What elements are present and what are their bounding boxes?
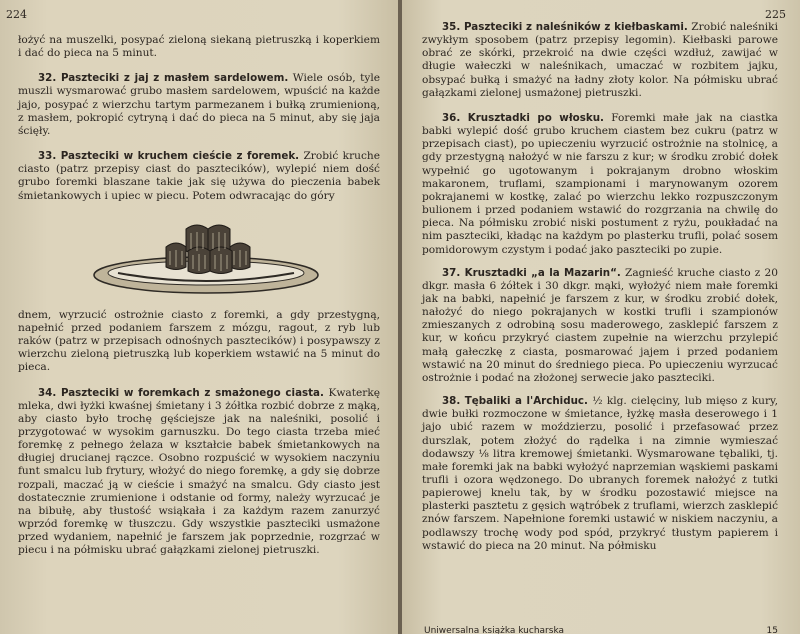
recipe-33-title: 33. Paszteciki w kruchem cieście z foremek.: [38, 150, 300, 163]
recipe-33-continued: dnem, wyrzucić ostrożnie ciasto z foremki, a gdy przestygną, napełnić przed podaniem farszem z mózgu, ragout, z ryb lub raków (patrz w przepisach odnośnych pasztecików) i posypawszy z wierzchu zieloną pietruszką lub koperkiem wstawić na 5 minut do pieca.: [18, 308, 380, 374]
footer-signature: 15: [766, 626, 778, 634]
recipe-34-text: Kwaterkę mleka, dwi łyżki kwaśnej śmietany i 3 żółtka rozbić dobrze z mąką, aby ciasto było trochę gęściejsze jak na naleśniki, posolić i przygotować w wysokim garnuszku. Do tego ciasta trzeba mieć foremkę z pełnego żelaza w kształcie babek śmietankowych na długiej drucianej rączce. Osobno rozpuścić w wysokiem naczyniu funt smalcu lub frytury, włożyć do niego foremkę, a gdy się dobrze rozpali, maczać ją w cieście i smażyć na smalcu. Gdy ciasto jest dostatecznie zrumienione i odstanie od formy, należy wyrzucać je na bibułę, aby tłustość wsiąkała i za każdym razem zanurzyć wprzód foremkę w tłuszczu. Gdy wszystkie paszteciki usmażone przed wydaniem, napełnić je farszem jak poprzednie, rozgrzać w piecu i na półmisku ubrać gałązkami zielonej pietruszki.: [18, 386, 381, 557]
recipe-38: [422, 395, 778, 553]
page-number-right: 225: [765, 8, 786, 21]
recipe-33-text: Zrobić kruche ciasto (patrz przepisy ciast do pasztecików), wylepić niem dość grubo foremki blaszane takie jak się używa do pieczenia babek śmietankowych i upiec w piecu. Potem odwracając do góry: [18, 150, 380, 202]
intro-paragraph: łożyć na muszelki, posypać zieloną siekaną pietruszką i koperkiem i dać do pieca na 5 minut.: [18, 34, 380, 60]
page-number-left: 224: [6, 8, 27, 21]
left-text-column: [18, 34, 380, 558]
recipe-36: [422, 112, 778, 257]
right-page: [402, 0, 800, 634]
recipe-34: [18, 387, 380, 558]
recipe-32-title: 32. Paszteciki z jaj z masłem sardelowem.: [38, 72, 289, 85]
recipe-32-text: Wiele osób, tyle muszli wysmarować grubo masłem sardelowem, wpuścić na każde jajo, posypać z wierzchu tartym parmezanem i bułką zrumienioną, z masłem, pokropić cytryną i dać do pieca na 5 minut, aby się jaja ścięły.: [18, 72, 380, 137]
recipe-37-text: Zagnieść kruche ciasto z 20 dkgr. masła 6 żółtek i 30 dkgr. mąki, wyłożyć niem małe foremki jak na babki, napełnić je farszem z kur, w środku zrobić dołek, nałożyć do niego pokrajanych w kostki trufli i szampionów zmieszanych z odrobiną sosu maderowego, zasklepić farszem z kur, w końcu przykryć ciastem zupełnie na wierzchu przylepić małą gałeczkę z ciasta, posmarować jajem i przed podaniem wstawić na 20 minut do średniego pieca. Po upieczeniu wyrzucać ostrożnie i podać na złożonej serwecie jako paszteciki.: [422, 266, 778, 384]
right-text-column: [422, 21, 778, 553]
recipe-37-title: 37. Krusztadki „a la Mazarin“.: [442, 266, 621, 279]
recipe-35-title: 35. Paszteciki z naleśników z kiełbaskami.: [442, 21, 688, 33]
recipe-35: [422, 21, 778, 100]
recipe-36-title: 36. Krusztadki po włosku.: [442, 111, 604, 124]
recipe-33: [18, 150, 380, 203]
recipe-35-text: Zrobić naleśniki zwykłym sposobem (patrz przepisy legomin). Kiełbaski parowe obrać ze skórki, przekroić na dwie części wzdłuż, zawijać w długie wałeczki w naleśnikach, umaczać w rozbitem jajku, obsypać bułką i smażyć na ładny złoty kolor. Na półmisku ubrać gałązkami zielonej usmażonej pietruszki.: [422, 21, 778, 99]
illustration: [18, 207, 380, 297]
recipe-37: [422, 267, 778, 385]
recipe-38-title: 38. Tębaliki a l'Archiduc.: [442, 395, 588, 408]
recipe-36-text: Foremki małe jak na ciastka babki wylepić dość grubo kruchem ciastem bez cukru (patrz w przepisach ciast), po upieczeniu wyrzucić ostrożnie na stolnicę, a gdy przestygną nałożyć w nie farszu z kur; w środku zrobić dołek wypełnić go ugotowanym i pokrajanym drobno włoskim makaronem, truflami, szampionami i marynowanym ozorem pokrajanemi w kostkę, zalać po wierzchu lekko rozpuszczonym bulionem i przed podaniem wstawić do rozgrzania na chwilę do pieca. Na półmisku zrobić niski postument z ryżu, poukładać na nim paszteciki, kładąc na każdym po plasterku trufli, polać sosem pomidorowym czystym i podać jako paszteciki po zupie.: [422, 111, 778, 256]
pastry-molds-on-platter-icon: [88, 207, 338, 297]
recipe-38-text: ½ klg. cielęciny, lub mięso z kury, dwie bułki rozmoczone w śmietance, łyżkę masła deserowego i 1 jajo ubić razem w moździerzu, posolić i przefasować przez durszlak, potem złożyć do rądelka i na zimnie wymieszać dodawszy ⅛ litra kremowej śmietanki. Wysmarowane tębaliki, tj. małe foremki jak na babki wyłożyć naprzemian wąskiemi paskami trufli i ozora wędzonego. Do ubranych foremek nałożyć z tutki papierowej knelu tak, by w środku pozostawić miejsce na plasterki pasztetu z gęsich wątróbek z truflami, wierzch zasklepić znów farszem. Napełnione foremki ustawić w niskiem naczyniu, a podlawszy trochę wody pod spód, przykryć tłustym papierem i wstawić do pieca na 20 minut. Na półmisku: [422, 395, 778, 552]
footer-book-title: Uniwersalna książka kucharska: [424, 626, 565, 634]
recipe-34-title: 34. Paszteciki w foremkach z smażonego ciasta.: [38, 386, 324, 399]
recipe-32: [18, 72, 380, 138]
left-page: [0, 0, 398, 634]
